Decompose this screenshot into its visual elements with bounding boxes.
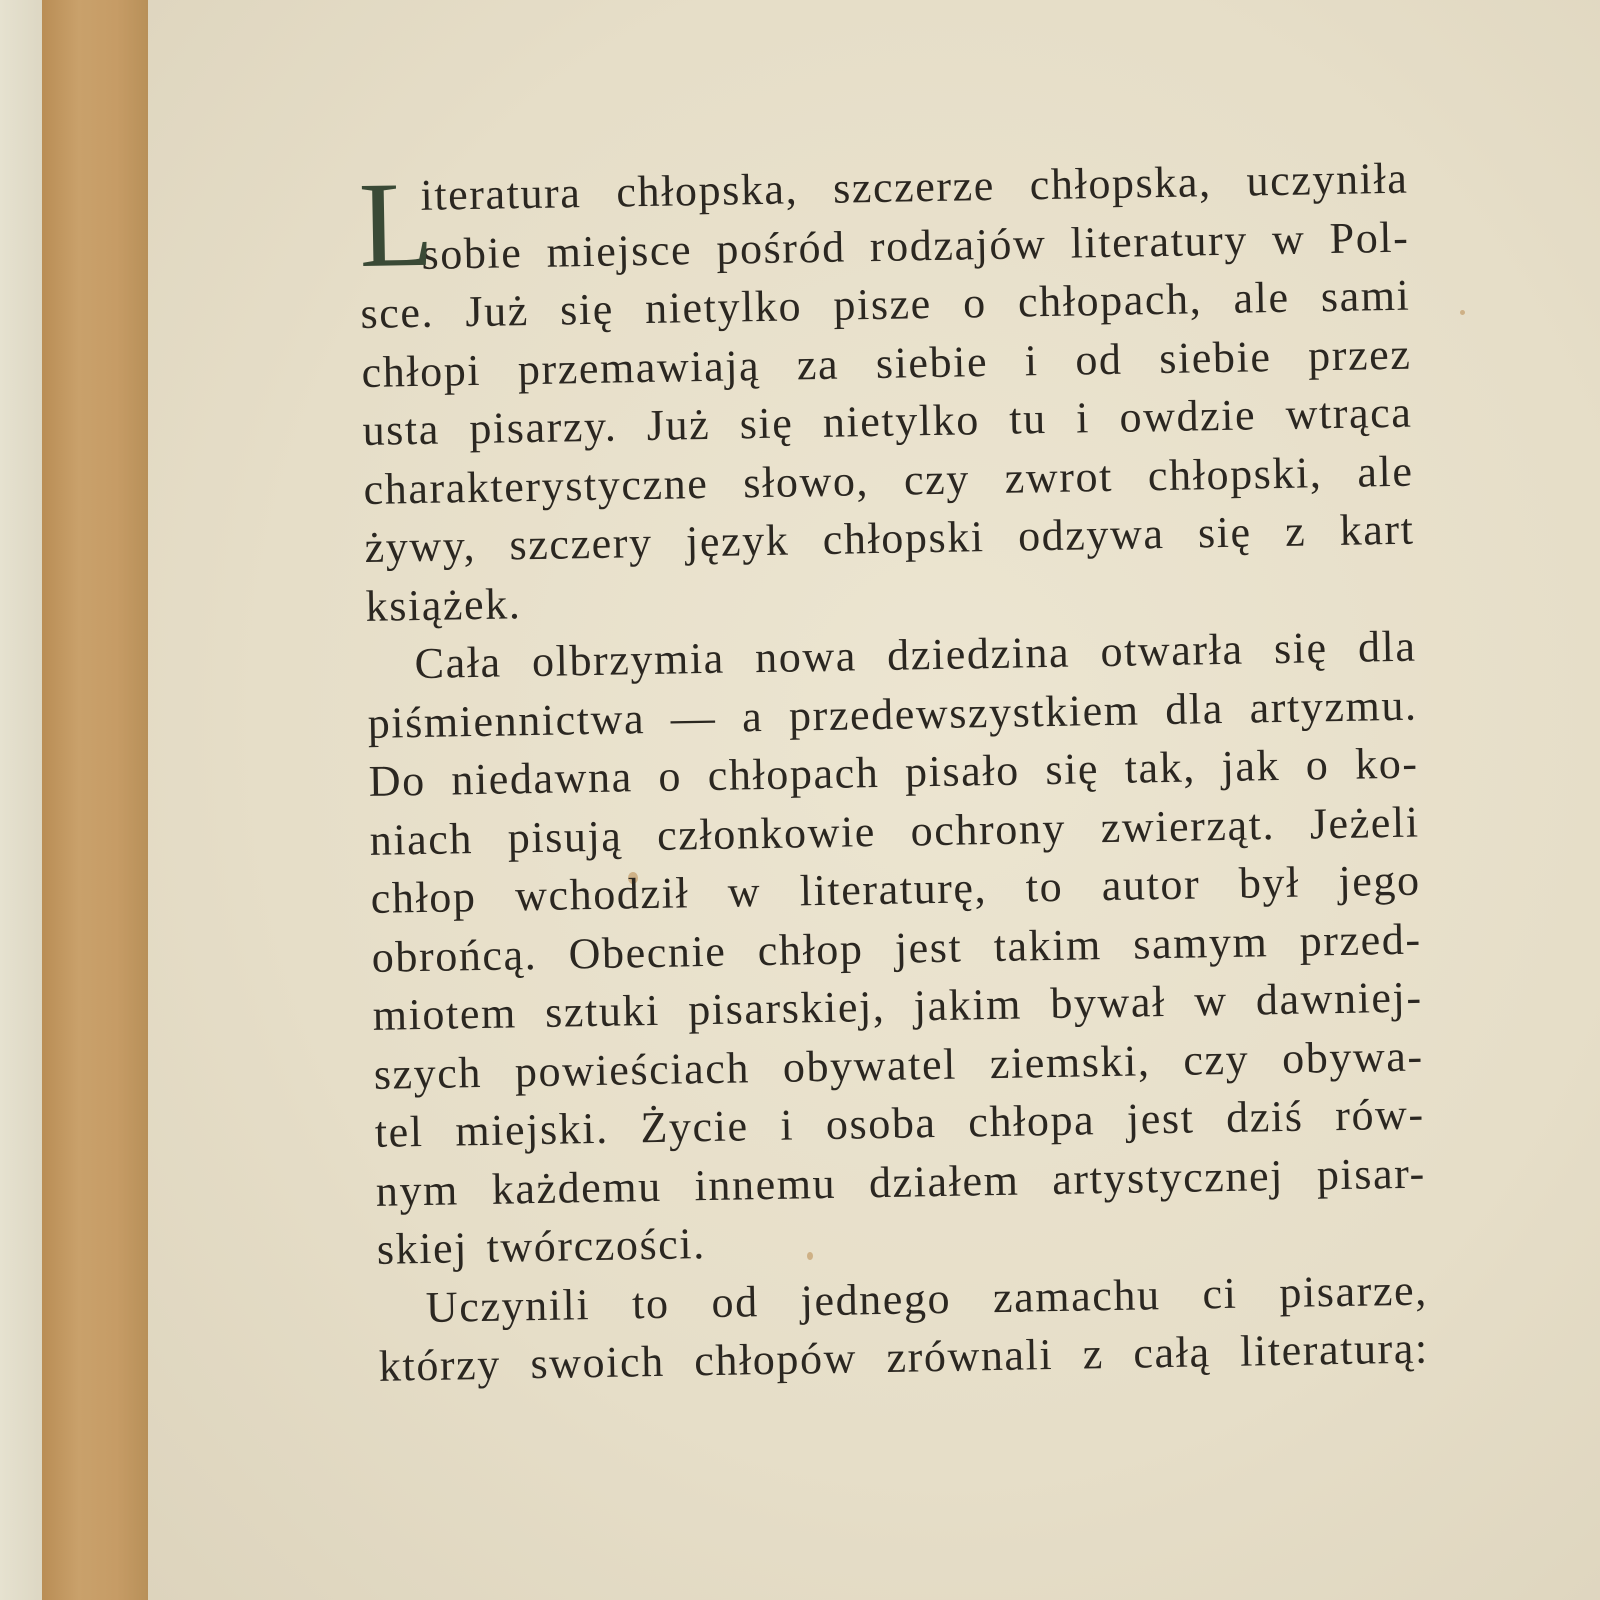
- text-line: Cała olbrzymia nowa dziedzina otwarła się dla: [414, 621, 1417, 689]
- text-line: sce. Już się nietylko pisze o chłopach, ale sami: [360, 270, 1411, 338]
- text-line: książek.: [365, 578, 522, 631]
- paragraph-2: [366, 618, 1427, 1280]
- text-line: tel miejski. Życie i osoba chłopa jest dziś rów-: [374, 1089, 1426, 1157]
- book-spine-strip: [42, 0, 148, 1600]
- text-line: chłopi przemawiają za siebie i od siebie przez: [361, 329, 1412, 397]
- text-line: obrońcą. Obecnie chłop jest takim samym przed-: [371, 914, 1423, 982]
- text-line: niach pisują członkowie ochrony zwierząt. Jeżeli: [369, 797, 1420, 865]
- text-line: sobie miejsce pośród rodzajów literatury w Pol-: [421, 212, 1410, 279]
- text-line: charakterystyczne słowo, czy zwrot chłopski, ale: [363, 446, 1414, 514]
- text-line: iteratura chłopska, szczerze chłopska, uczyniła: [420, 153, 1409, 220]
- body-text: [358, 150, 1429, 1397]
- text-line: piśmiennictwa — a przedewszystkiem dla artyzmu.: [367, 680, 1418, 748]
- outer-page-margin: [0, 0, 42, 1600]
- paragraph-3: [377, 1261, 1429, 1396]
- paper-stain: [1460, 310, 1465, 315]
- text-line: nym każdemu innemu działem artystycznej pisar-: [375, 1148, 1427, 1216]
- text-line: żywy, szczery język chłopski odzywa się z kart: [364, 504, 1415, 572]
- text-line: Do niedawna o chłopach pisało się tak, jak o ko-: [368, 738, 1419, 806]
- paragraph-1: [358, 150, 1416, 636]
- text-line: skiej twórczości.: [376, 1219, 707, 1274]
- drop-cap: L: [357, 156, 435, 293]
- text-line: którzy swoich chłopów zrównali z całą literaturą:: [378, 1323, 1430, 1391]
- text-line: Uczynili to od jednego zamachu ci pisarze,: [425, 1265, 1429, 1332]
- text-line: usta pisarzy. Już się nietylko tu i owdzie wtrąca: [362, 387, 1413, 455]
- text-line: szych powieściach obywatel ziemski, czy obywa-: [373, 1031, 1425, 1099]
- text-line: miotem sztuki pisarskiej, jakim bywał w dawniej-: [372, 972, 1424, 1040]
- text-line: chłop wchodził w literaturę, to autor był jego: [370, 855, 1422, 923]
